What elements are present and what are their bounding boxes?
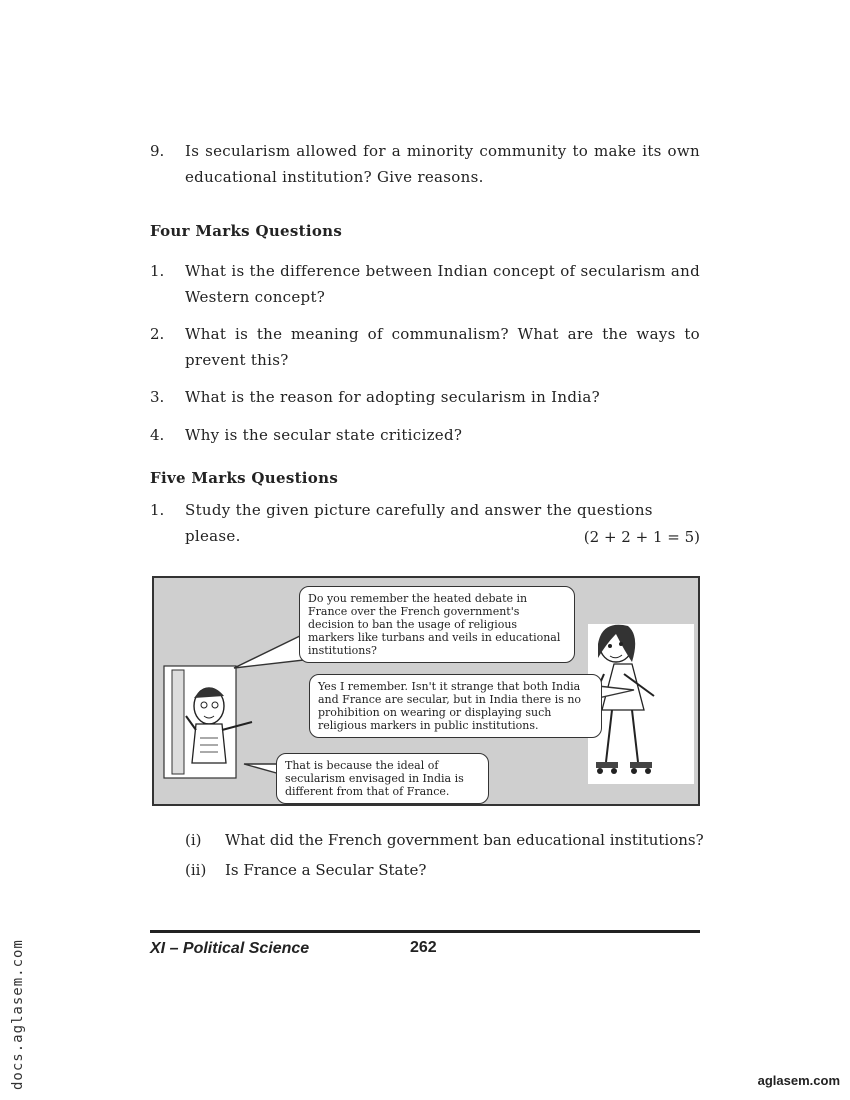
question-text: What is the meaning of communalism? What are the ways to prevent this? [185,325,700,369]
page-number: 262 [410,939,437,956]
question-text: What is the difference between Indian concept of secularism and Western concept? [185,262,700,306]
question-number: 1. [150,501,165,519]
four-marks-q4 [150,422,700,448]
subquestion-number: (i) [185,831,202,849]
question-number: 9. [150,142,165,160]
subquestion-number: (ii) [185,861,207,879]
four-marks-q3 [150,384,700,410]
question-text: What is the reason for adopting secularism in India? [185,388,600,406]
five-marks-heading: Five Marks Questions [150,469,339,487]
question-9 [150,138,700,190]
four-marks-heading: Four Marks Questions [150,222,343,240]
speech-bubble-boy-answer: That is because the ideal of secularism envisaged in India is different from that of France. [276,753,489,804]
question-text: Study the given picture carefully and answer the questions please. [185,501,653,545]
question-number: 3. [150,388,165,406]
brand-watermark: aglasem.com [757,1073,840,1088]
subquestion-ii [185,861,426,879]
question-number: 2. [150,325,165,343]
footer-divider [150,930,700,933]
speech-bubble-girl-reply: Yes I remember. Isn't it strange that both India and France are secular, but in India there is no prohibition on wearing or displaying such religious markers in public institutions. [309,674,602,738]
subquestion-text: What did the French government ban educational institutions? [225,831,704,849]
side-watermark: docs.aglasem.com [10,939,26,1090]
cartoon-image [152,576,700,806]
marks-distribution: (2 + 2 + 1 = 5) [583,528,700,546]
footer-subject: XI – Political Science [150,940,310,957]
four-marks-q2 [150,321,700,373]
subquestion-i [185,831,704,849]
question-number: 4. [150,426,165,444]
subquestion-text: Is France a Secular State? [225,861,427,879]
speech-bubble-boy-question: Do you remember the heated debate in France over the French government's decision to ban the usage of religious markers like turbans and veils in educational institutions? [299,586,575,663]
four-marks-q1 [150,258,700,310]
question-number: 1. [150,262,165,280]
question-text: Why is the secular state criticized? [185,426,463,444]
question-text: Is secularism allowed for a minority community to make its own educational institution? Give reasons. [185,142,700,186]
